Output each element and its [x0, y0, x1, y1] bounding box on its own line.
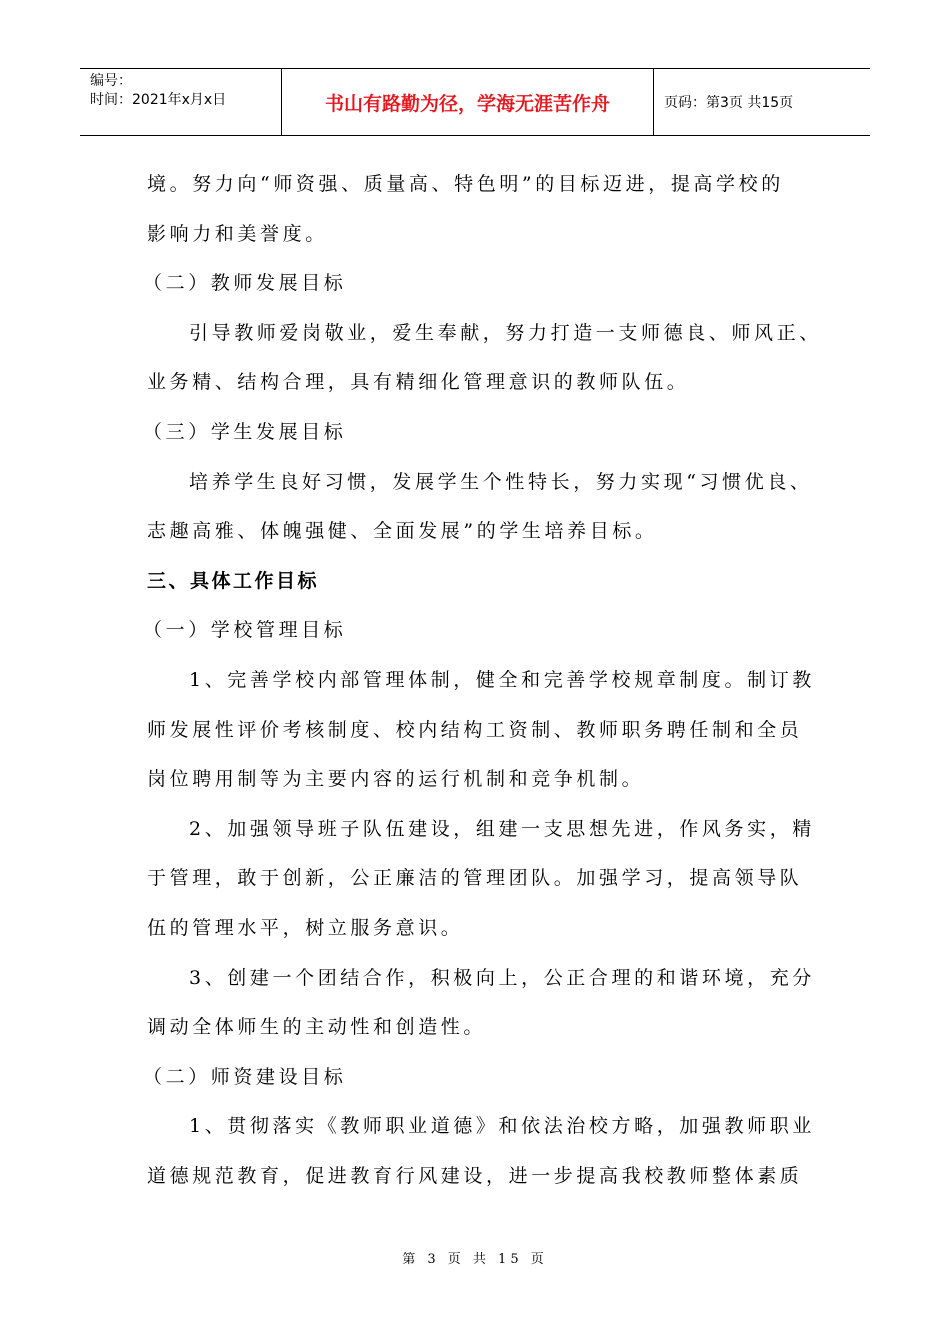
body-line: 影响力和美誉度。	[147, 222, 328, 245]
body-line: 引导教师爱岗敬业，爱生奉献，努力打造一支师德良、师风正、	[189, 321, 822, 344]
section-heading: 三、具体工作目标	[147, 569, 320, 592]
body-line: 培养学生良好习惯，发展学生个性特长，努力实现“习惯优良、	[189, 470, 813, 493]
body-line: 岗位聘用制等为主要内容的运行机制和竞争机制。	[147, 768, 645, 791]
body-line: 于管理，敢于创新，公正廉洁的管理团队。加强学习，提高领导队	[147, 867, 803, 890]
body-line: 1、完善学校内部管理体制，健全和完善学校规章制度。制订教	[189, 668, 815, 691]
header-page-code: 页码：第3页 共15页	[664, 95, 794, 111]
body-line: 3、创建一个团结合作，积极向上，公正合理的和谐环境，充分	[189, 966, 815, 989]
subheading: （一）学校管理目标	[143, 619, 347, 642]
page-header	[80, 68, 870, 136]
body-line: 1、贯彻落实《教师职业道德》和依法治校方略，加强教师职业	[189, 1115, 815, 1138]
body-line: 2、加强领导班子队伍建设，组建一支思想先进，作风务实，精	[189, 817, 815, 840]
body-line: 调动全体师生的主动性和创造性。	[147, 1016, 487, 1039]
body-line: 境。努力向“师资强、质量高、特色明”的目标迈进，提高学校的	[147, 173, 784, 195]
body-line: 道德规范教育，促进教育行风建设，进一步提高我校教师整体素质	[147, 1164, 803, 1187]
body-line: 师发展性评价考核制度、校内结构工资制、教师职务聘任制和全员	[147, 718, 803, 741]
document-time: 时间：2021年x月x日	[90, 92, 227, 108]
body-line: 伍的管理水平，树立服务意识。	[147, 916, 464, 939]
subheading: （二）教师发展目标	[143, 272, 347, 295]
header-motto: 书山有路勤为径，学海无涯苦作舟	[282, 69, 654, 135]
page-footer: 第 3 页 共 15 页	[402, 1252, 548, 1267]
body-line: 志趣高雅、体魄强健、全面发展”的学生培养目标。	[147, 520, 658, 543]
subheading: （二）师资建设目标	[143, 1065, 347, 1088]
header-meta	[80, 69, 282, 135]
document-body	[143, 160, 822, 1201]
document-number: 编号：	[90, 73, 132, 89]
subheading: （三）学生发展目标	[143, 420, 347, 443]
body-line: 业务精、结构合理，具有精细化管理意识的教师队伍。	[147, 371, 690, 394]
